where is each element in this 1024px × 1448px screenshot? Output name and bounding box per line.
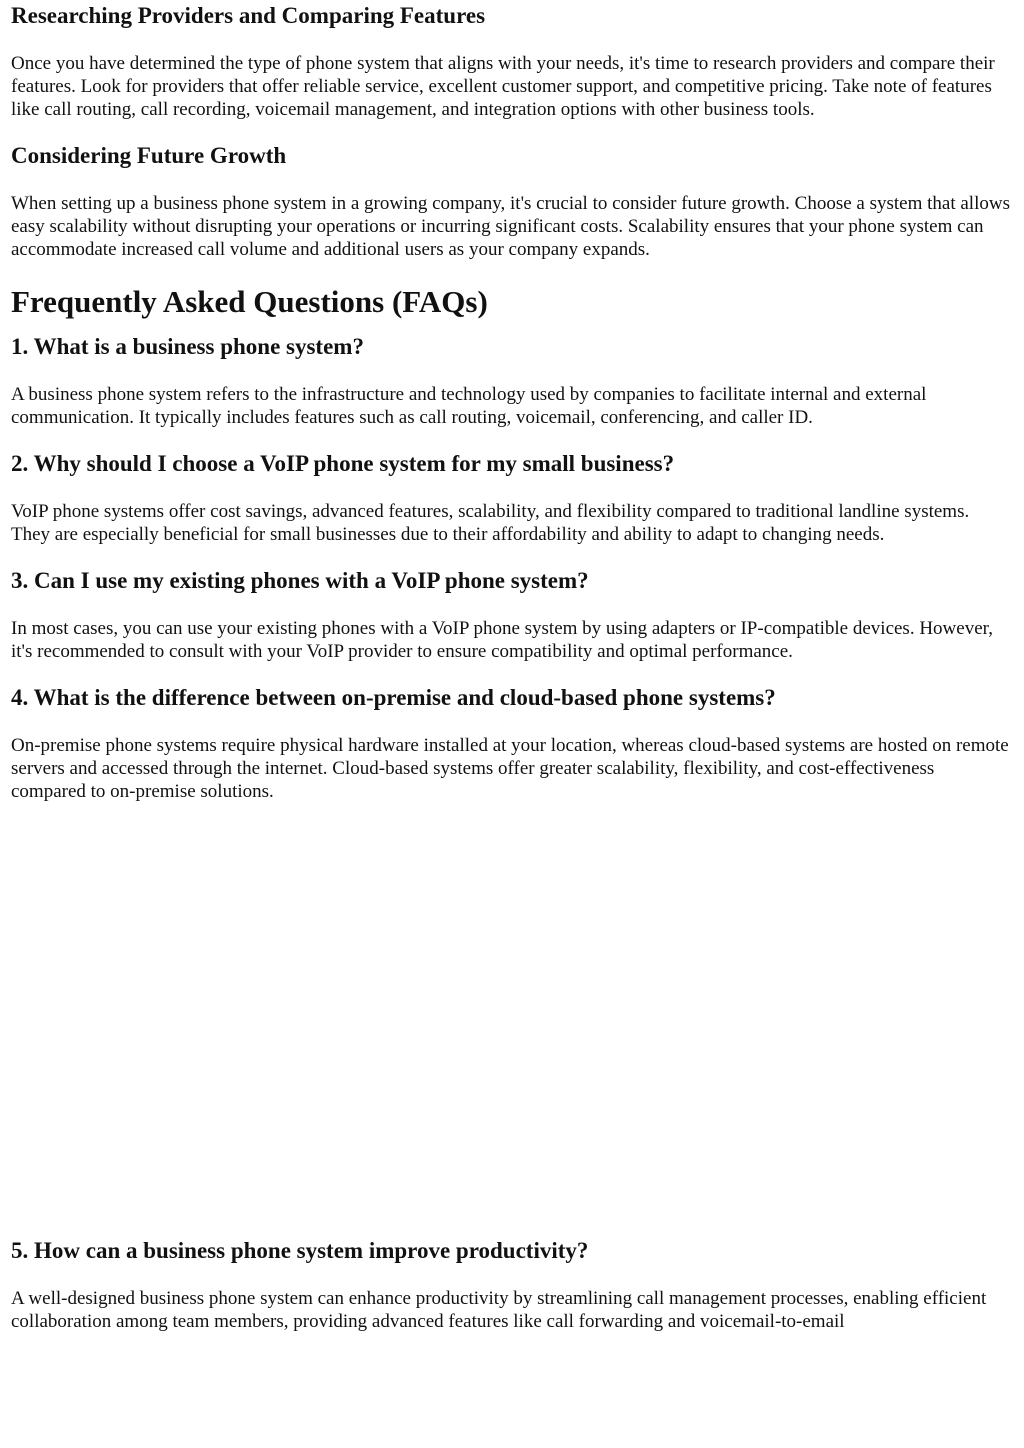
article-body [11, 0, 1011, 1333]
faq-question-3: 3. Can I use my existing phones with a VoIP phone system? [11, 568, 589, 593]
faq-title: Frequently Asked Questions (FAQs) [11, 284, 488, 319]
faq-question-2: 2. Why should I choose a VoIP phone system for my small business? [11, 451, 675, 476]
faq-answer-2: VoIP phone systems offer cost savings, advanced features, scalability, and flexibility compared to traditional landline systems. They are especially beneficial for small businesses due to their affordability and ability to adapt to changing needs. [11, 501, 970, 545]
section-heading-growth: Considering Future Growth [11, 143, 287, 168]
faq-answer-5: A well-designed business phone system can enhance productivity by streamlining call management processes, enabling efficient collaboration among team members, providing advanced features like call forwarding and voicemail-to-email [11, 1288, 987, 1332]
faq-question-4: 4. What is the difference between on-premise and cloud-based phone systems? [11, 685, 776, 710]
page-blank-space [11, 803, 1011, 1237]
faq-answer-3: In most cases, you can use your existing phones with a VoIP phone system by using adapters or IP-compatible devices. However, it's recommended to consult with your VoIP provider to ensure compatibility and optimal performance. [11, 618, 993, 662]
section-heading-researching: Researching Providers and Comparing Features [11, 3, 486, 28]
faq-answer-1: A business phone system refers to the infrastructure and technology used by companies to facilitate internal and external communication. It typically includes features such as call routing, voicemail, conferencing, and caller ID. [11, 384, 927, 428]
faq-question-5: 5. How can a business phone system improve productivity? [11, 1238, 589, 1263]
faq-question-1: 1. What is a business phone system? [11, 334, 364, 359]
section-text-researching: Once you have determined the type of phone system that aligns with your needs, it's time to research providers and compare their features. Look for providers that offer reliable service, excellent customer support, and competitive pricing. Take note of features like call routing, call recording, voicemail management, and integration options with other business tools. [11, 53, 995, 120]
section-text-growth: When setting up a business phone system in a growing company, it's crucial to consider future growth. Choose a system that allows easy scalability without disrupting your operations or incurring significant costs. Scalability ensures that your phone system can accommodate increased call volume and additional users as your company expands. [11, 193, 1010, 260]
faq-answer-4: On-premise phone systems require physical hardware installed at your location, whereas cloud-based systems are hosted on remote servers and accessed through the internet. Cloud-based systems offer greater scalability, flexibility, and cost-effectiveness compared to on-premise solutions. [11, 735, 1009, 802]
